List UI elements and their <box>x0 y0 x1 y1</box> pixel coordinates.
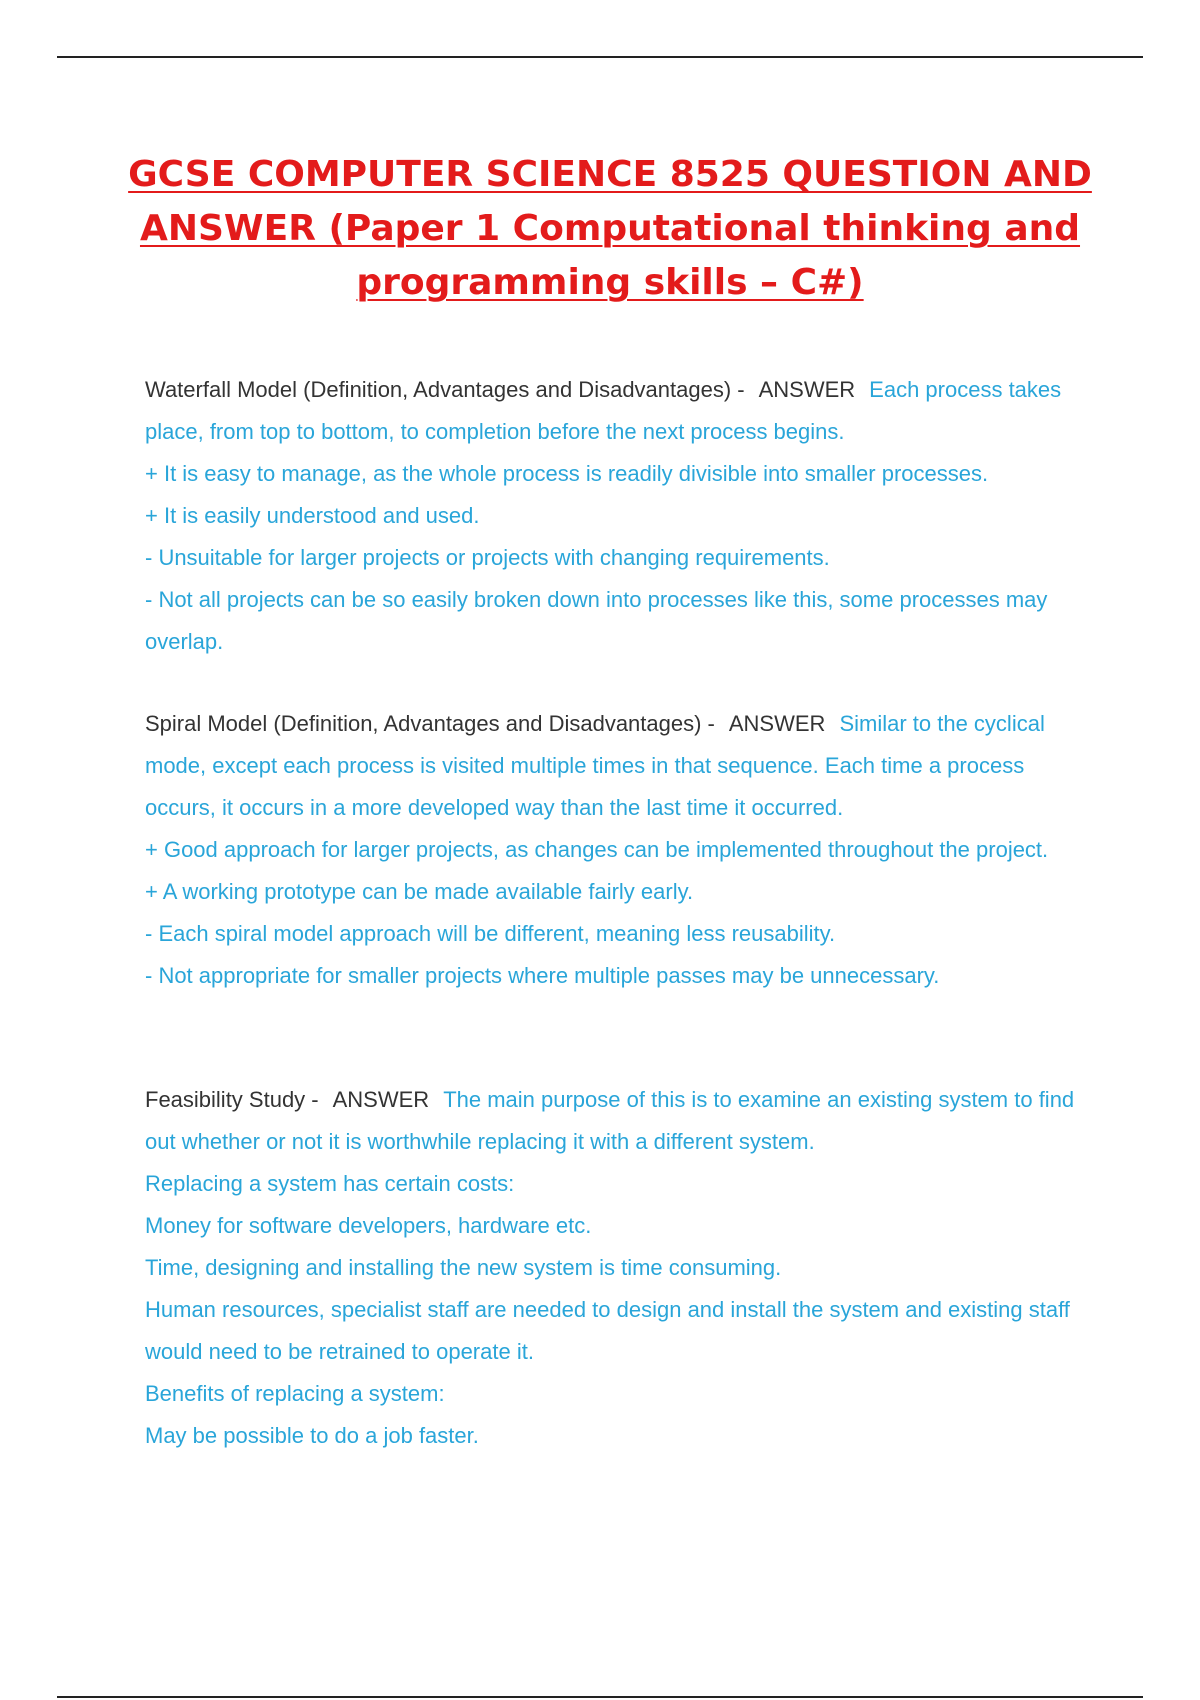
question-text: Spiral Model (Definition, Advantages and Disadvantages) - <box>145 711 715 736</box>
answer-line: - Not appropriate for smaller projects where multiple passes may be unnecessary. <box>145 963 940 988</box>
answer-line: + Good approach for larger projects, as changes can be implemented throughout the project. <box>145 837 1049 862</box>
answer-line: Human resources, specialist staff are needed to design and install the system and existing staff would need to be retrained to operate it. <box>145 1297 1070 1364</box>
qa-question-answer <box>145 703 1095 829</box>
answer-line: - Unsuitable for larger projects or projects with changing requirements. <box>145 545 830 570</box>
question-text: Waterfall Model (Definition, Advantages and Disadvantages) - <box>145 377 745 402</box>
footer-rule <box>57 1696 1143 1698</box>
answer-line: + It is easy to manage, as the whole process is readily divisible into smaller processes. <box>145 461 989 486</box>
answer-line: - Not all projects can be so easily broken down into processes like this, some processes may overlap. <box>145 587 1048 654</box>
answer-line: + It is easily understood and used. <box>145 503 480 528</box>
answer-label: ANSWER <box>758 377 856 402</box>
answer-line: - Each spiral model approach will be different, meaning less reusability. <box>145 921 836 946</box>
question-text: Feasibility Study - <box>145 1087 319 1112</box>
answer-line: May be possible to do a job faster. <box>145 1423 479 1448</box>
qa-question-answer <box>145 369 1095 453</box>
answer-line: Time, designing and installing the new system is time consuming. <box>145 1255 782 1280</box>
header-rule <box>57 56 1143 58</box>
answer-line: Benefits of replacing a system: <box>145 1381 445 1406</box>
document-title: GCSE COMPUTER SCIENCE 8525 QUESTION AND ANSWER (Paper 1 Computational thinking and programming skills – C#) <box>128 154 1092 303</box>
qa-item-waterfall <box>145 369 1095 663</box>
answer-label: ANSWER <box>332 1087 430 1112</box>
qa-item-feasibility <box>145 1079 1095 1457</box>
qa-item-spiral <box>145 703 1095 997</box>
qa-question-answer <box>145 1079 1095 1163</box>
answer-text: Similar to the cyclical mode, except each process is visited multiple times in that sequence. Each time a process occurs, it occurs in a more developed way than the last time it occurred. <box>145 711 1045 820</box>
answer-line: + A working prototype can be made available fairly early. <box>145 879 694 904</box>
answer-line: Money for software developers, hardware etc. <box>145 1213 592 1238</box>
answer-line: Replacing a system has certain costs: <box>145 1171 515 1196</box>
answer-label: ANSWER <box>728 711 826 736</box>
answer-text: The main purpose of this is to examine an existing system to find out whether or not it is worthwhile replacing it with a different system. <box>145 1087 1075 1154</box>
answer-text: Each process takes place, from top to bottom, to completion before the next process begins. <box>145 377 1062 444</box>
